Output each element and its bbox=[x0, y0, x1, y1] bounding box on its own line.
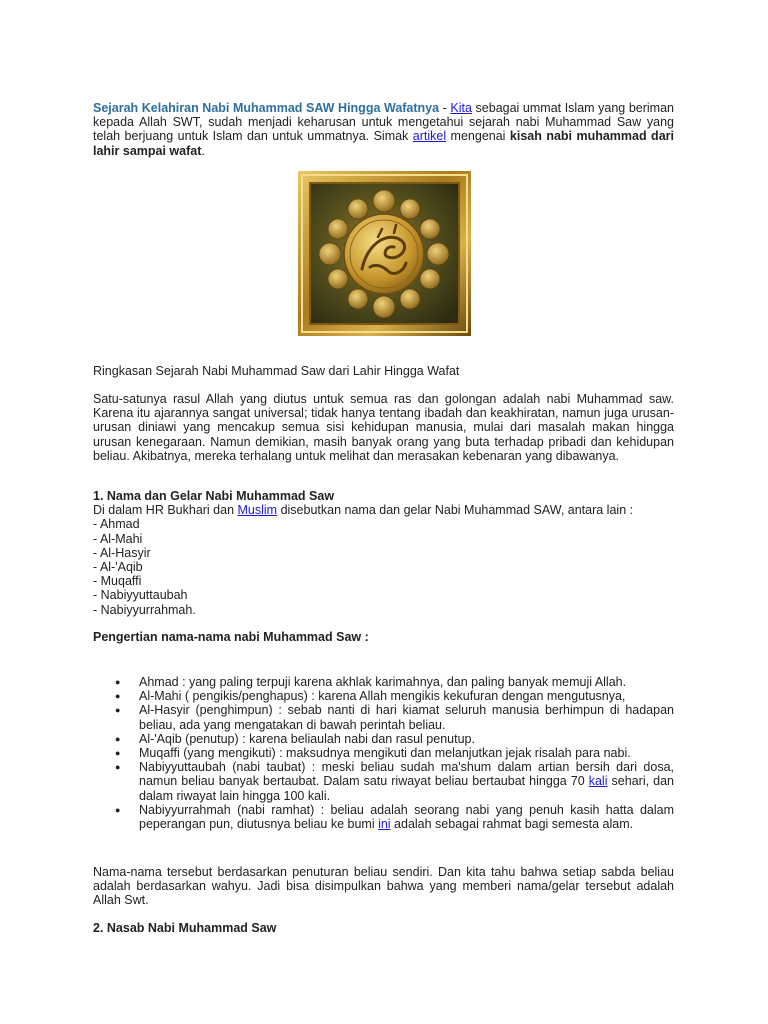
intro-end: . bbox=[201, 143, 205, 158]
list-item bbox=[93, 760, 674, 803]
bullet-icon: ● bbox=[115, 762, 121, 773]
name-list-item: - Nabiyyuttaubah bbox=[93, 588, 188, 603]
list-item-text: Nabiyyuttaubah (nabi taubat) : meski beliau sudah ma'shum dalam artian bersih dari dosa, namun beliau banyak bertaubat. Dalam satu riwayat beliau bertaubat hingga 70 bbox=[139, 760, 674, 789]
list-item-text: Al-'Aqib (penutup) : karena beliaulah nabi dan rasul penutup. bbox=[139, 731, 475, 746]
link-kita[interactable]: Kita bbox=[450, 101, 472, 115]
name-list-item: - Al-Mahi bbox=[93, 531, 143, 546]
link-kali[interactable]: kali bbox=[588, 774, 608, 789]
summary-heading-text: Ringkasan Sejarah Nabi Muhammad Saw dari Lahir Hingga Wafat bbox=[93, 364, 460, 378]
summary-heading bbox=[93, 364, 674, 378]
intro-text-2: mengenai bbox=[446, 129, 510, 144]
closing-paragraph: Nama-nama tersebut berdasarkan penuturan beliau sendiri. Dan kita tahu bahwa setiap sabda beliau adalah berdasarkan wahyu. Jadi bisa disimpulkan bahwa yang memberi nama/gelar tersebut adalah Allah Swt. bbox=[93, 865, 674, 908]
bullet-icon: ● bbox=[115, 677, 121, 687]
list-item bbox=[93, 703, 674, 731]
calligraphy-plaque-icon bbox=[298, 171, 471, 336]
section-1-intro bbox=[93, 503, 674, 517]
list-item-text: Nabiyyurrahmah (nabi ramhat) : beliau adalah seorang nabi yang penuh kasih hatta dalam peperangan pun, diutusnya beliau ke bumi bbox=[139, 802, 674, 832]
section-1-heading: 1. Nama dan Gelar Nabi Muhammad Saw bbox=[93, 489, 335, 503]
list-item bbox=[93, 746, 674, 760]
intro-paragraph bbox=[93, 101, 674, 158]
link-artikel[interactable]: artikel bbox=[412, 129, 447, 144]
summary-paragraph: Satu-satunya rasul Allah yang diutus untuk semua ras dan golongan adalah nabi Muhammad saw. Karena itu ajarannya sangat universal; tidak hanya tentang ibadah dan keakhiratan, namun juga urusan-urusan diniawi yang mencakup semua sisi kehidupan manusia, mulai dari masalah makan hingga urusan kenegaraan. Namun demikian, masih banyak orang yang buta terhadap pribadi dan kehidupan beliau. Akibatnya, mereka terhalang untuk melihat dan merasakan kebenaran yang dibawanya. bbox=[93, 392, 674, 463]
list-item bbox=[93, 689, 674, 703]
link-muslim[interactable]: Muslim bbox=[237, 503, 278, 518]
article-title: Sejarah Kelahiran Nabi Muhammad SAW Hingga Wafatnya bbox=[93, 101, 440, 115]
bullet-icon: ● bbox=[115, 748, 121, 759]
intro-bold-text: kisah nabi muhammad dari lahir sampai wafat bbox=[93, 129, 674, 158]
name-list-item: - Nabiyyurrahmah. bbox=[93, 602, 196, 617]
meanings-list bbox=[93, 675, 674, 831]
list-item bbox=[93, 675, 674, 689]
section-1-intro-pre: Di dalam HR Bukhari dan bbox=[93, 503, 238, 518]
meanings-heading: Pengertian nama-nama nabi Muhammad Saw : bbox=[93, 630, 369, 644]
title-separator: - bbox=[439, 101, 451, 115]
section-1-intro-post: disebutkan nama dan gelar Nabi Muhammad SAW, antara lain : bbox=[277, 503, 634, 518]
list-item-text-end: adalah sebagai rahmat bagi semesta alam. bbox=[390, 817, 634, 832]
list-item-text: Al-Mahi ( pengikis/penghapus) : karena Allah mengikis kekufuran dengan mengutusnya, bbox=[139, 689, 626, 704]
name-list-item: - Ahmad bbox=[93, 517, 140, 532]
name-list-item: - Muqaffi bbox=[93, 574, 142, 589]
list-item-text: Muqaffi (yang mengikuti) : maksudnya mengikuti dan melanjutkan jejak risalah para nabi. bbox=[139, 746, 631, 761]
name-list-item: - Al-'Aqib bbox=[93, 560, 143, 575]
list-item-text: Al-Hasyir (penghimpun) : sebab nanti di hari kiamat seluruh manusia berhimpun di hadapan beliau, ada yang mengatakan di bawah perintah beliau. bbox=[139, 703, 674, 732]
name-list-item: - Al-Hasyir bbox=[93, 545, 151, 560]
bullet-icon: ● bbox=[115, 705, 121, 716]
section-1 bbox=[93, 489, 674, 617]
section-2-heading: 2. Nasab Nabi Muhammad Saw bbox=[93, 921, 277, 935]
bullet-icon: ● bbox=[115, 733, 121, 744]
list-item bbox=[93, 732, 674, 746]
bullet-icon: ● bbox=[115, 691, 121, 702]
link-ini[interactable]: ini bbox=[378, 817, 391, 832]
bullet-icon: ● bbox=[115, 804, 121, 815]
list-item-text: Ahmad : yang paling terpuji karena akhlak karimahnya, dan paling banyak memuji Allah. bbox=[139, 675, 627, 689]
list-item-text-end: sehari, dan dalam riwayat lain hingga 100 kali. bbox=[139, 774, 674, 803]
intro-text-1: sebagai ummat Islam yang beriman kepada Allah SWT, sudah menjadi keharusan untuk mengetahui sejarah nabi Muhammad Saw yang telah berjuang untuk Islam dan untuk ummatnya. Simak bbox=[93, 101, 674, 144]
list-item bbox=[93, 803, 674, 831]
